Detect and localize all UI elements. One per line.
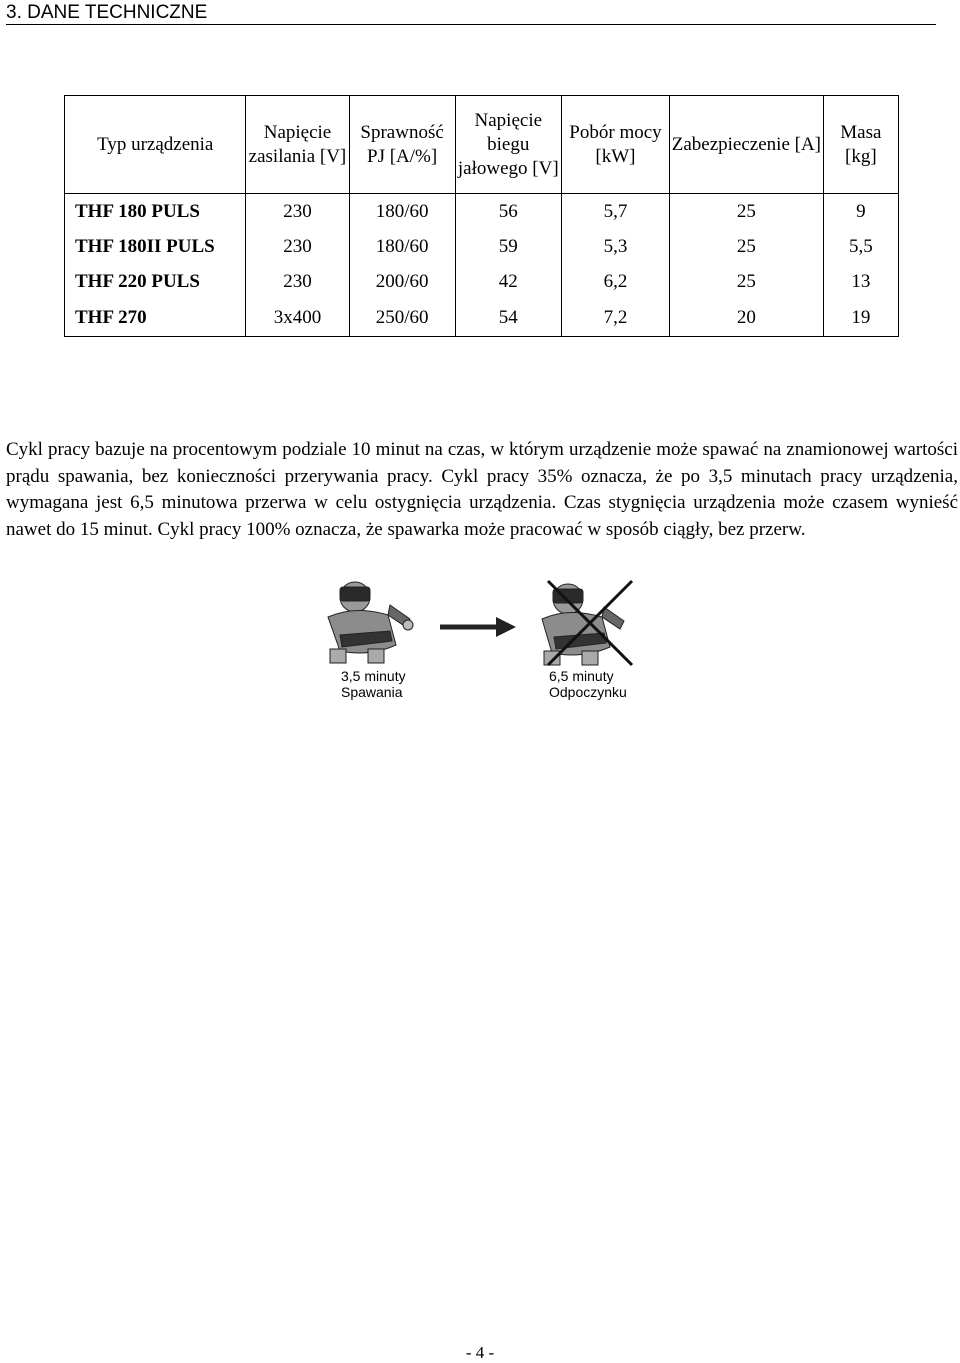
cell-model: THF 180II PULS [65,229,246,264]
welder-resting-icon [542,584,624,665]
header-idle-voltage: Napięcie biegu jałowego [V] [455,96,561,194]
cell-model: THF 180 PULS [65,194,246,230]
table-header-row [65,96,899,194]
rest-caption [549,668,627,700]
duty-cycle-paragraph: Cykl pracy bazuje na procentowym podziale 10 minut na czas, w którym urządzenie może spawać na znamionowej wartości prądu spawania, bez konieczności przerywania pracy. Cykl pracy 35% oznacza, że po 3,5 minutach pracy urządzenia, wymagana jest 6,5 minutowa przerwa w celu ostygnięcia urządzenia. Czas stygnięcia urządzenia może czasem wynieść nawet do 15 minut. Cykl pracy 100% oznacza, że spawarka może pracować w sposób ciągły, bez przerw. [6,439,958,540]
cell-power: 6,2 [561,264,669,299]
table-row [65,264,899,299]
cell-power: 5,3 [561,229,669,264]
header-mass: Masa [kg] [823,96,898,194]
header-fuse: Zabezpieczenie [A] [670,96,824,194]
cell-idle-voltage: 42 [455,264,561,299]
rest-caption-label: Odpoczynku [549,684,627,700]
header-device-type: Typ urządzenia [65,96,246,194]
cell-supply-voltage: 230 [246,194,349,230]
work-caption-time: 3,5 minuty [341,668,406,684]
table-row [65,194,899,230]
table-row [65,299,899,337]
arrow-right-icon [440,617,516,637]
cell-idle-voltage: 59 [455,229,561,264]
table-row [65,229,899,264]
cell-supply-voltage: 230 [246,229,349,264]
cell-model: THF 220 PULS [65,264,246,299]
cell-efficiency: 200/60 [349,264,455,299]
cell-fuse: 25 [670,194,824,230]
cell-power: 7,2 [561,299,669,337]
cell-fuse: 25 [670,264,824,299]
header-efficiency: Sprawność PJ [A/%] [349,96,455,194]
work-caption-label: Spawania [341,684,403,700]
header-supply-voltage: Napięcie zasilania [V] [246,96,349,194]
work-caption [341,668,406,700]
cell-mass: 13 [823,264,898,299]
page-number: - 4 - [465,1343,495,1362]
welder-working-icon [328,582,413,663]
cell-mass: 19 [823,299,898,337]
rest-caption-time: 6,5 minuty [549,668,614,684]
cell-model: THF 270 [65,299,246,337]
technical-data-table [64,95,899,337]
cell-efficiency: 180/60 [349,229,455,264]
cell-fuse: 20 [670,299,824,337]
cell-efficiency: 180/60 [349,194,455,230]
section-heading: 3. DANE TECHNICZNE [6,2,936,25]
cell-power: 5,7 [561,194,669,230]
cell-idle-voltage: 54 [455,299,561,337]
cell-mass: 9 [823,194,898,230]
cell-supply-voltage: 3x400 [246,299,349,337]
cell-supply-voltage: 230 [246,264,349,299]
header-power-consumption: Pobór mocy [kW] [561,96,669,194]
cell-efficiency: 250/60 [349,299,455,337]
cell-fuse: 25 [670,229,824,264]
cell-mass: 5,5 [823,229,898,264]
cell-idle-voltage: 56 [455,194,561,230]
